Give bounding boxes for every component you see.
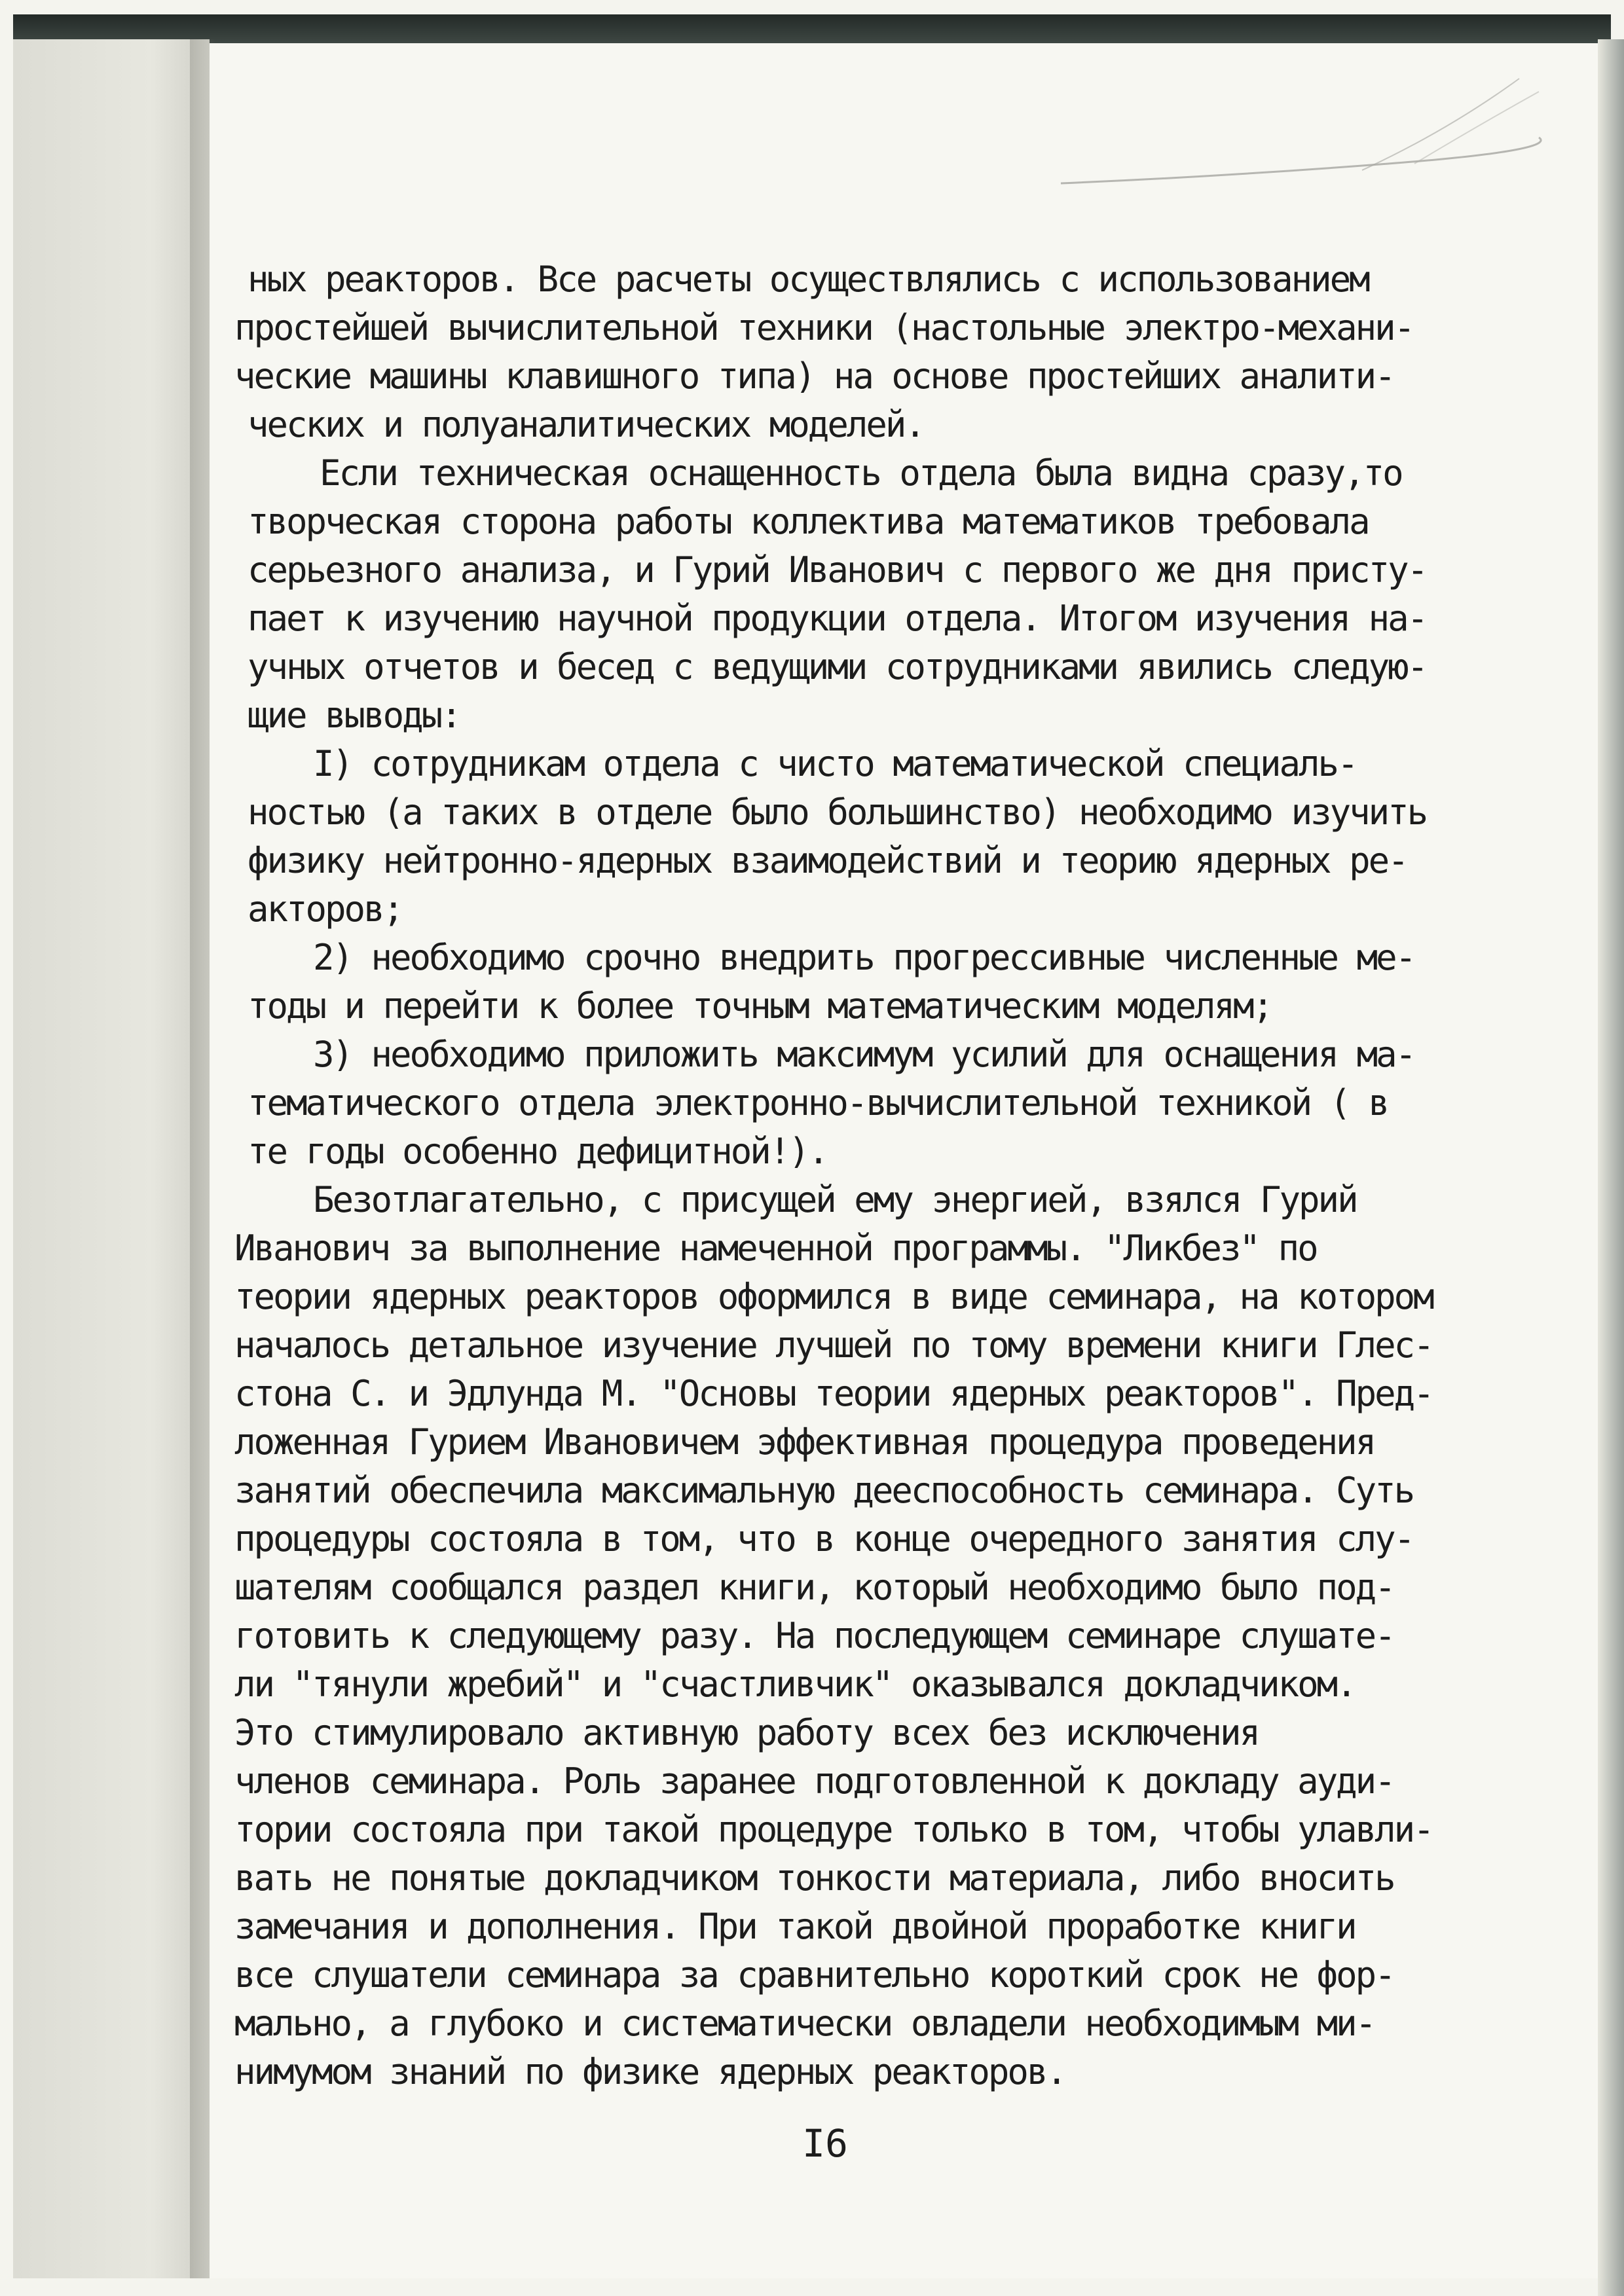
text-line: те годы особенно дефицитной!). (248, 1131, 828, 1172)
text-line: простейшей вычислительной техники (настольные электро-механи- (234, 307, 1414, 348)
text-line: Иванович за выполнение намеченной программы. "Ликбез" по (234, 1228, 1317, 1269)
text-line: готовить к следующему разу. На последующем семинаре слушате- (234, 1615, 1394, 1656)
text-line: пает к изучению научной продукции отдела. Итогом изучения на- (248, 598, 1427, 639)
text-line: стона С. и Эдлунда М. "Основы теории ядерных реакторов". Пред- (234, 1373, 1433, 1414)
text-line: Это стимулировало активную работу всех без исключения (234, 1712, 1259, 1753)
text-line: мально, а глубоко и систематически овладели необходимым ми- (234, 2003, 1375, 2044)
text-line: ли "тянули жребий" и "счастливчик" оказывался докладчиком. (234, 1664, 1356, 1705)
text-line: процедуры состояла в том, что в конце очередного занятия слу- (234, 1518, 1414, 1559)
text-line: ческие машины клавишного типа) на основе простейших аналити- (234, 355, 1394, 397)
text-line: акторов; (248, 888, 403, 930)
text-line: замечания и дополнения. При такой двойной проработке книги (234, 1906, 1356, 1947)
text-line: нимумом знаний по физике ядерных реакторов. (234, 2051, 1065, 2092)
text-line: физику нейтронно-ядерных взаимодействий и теорию ядерных ре- (248, 840, 1407, 881)
text-line: ностью (а таких в отделе было большинство) необходимо изучить (248, 792, 1427, 833)
text-line: занятий обеспечила максимальную дееспособность семинара. Суть (234, 1470, 1414, 1511)
text-line: 2) необходимо срочно внедрить прогрессивные численные ме- (313, 937, 1415, 978)
text-line: теории ядерных реакторов оформился в виде семинара, на котором (234, 1276, 1433, 1317)
text-line: Если техническая оснащенность отдела была видна сразу,то (320, 452, 1402, 494)
text-line: тории состояла при такой процедуре только в том, чтобы улавли- (234, 1809, 1433, 1850)
text-line: ложенная Гурием Ивановичем эффективная процедура проведения (234, 1421, 1375, 1463)
text-line: тематического отдела электронно-вычислительной техникой ( в (248, 1082, 1388, 1123)
text-line: членов семинара. Роль заранее подготовленной к докладу ауди- (234, 1760, 1394, 1802)
text-line: началось детальное изучение лучшей по тому времени книги Глес- (234, 1324, 1433, 1366)
text-line: серьезного анализа, и Гурий Иванович с первого же дня присту- (248, 549, 1427, 591)
text-line: I) сотрудникам отдела с чисто математической специаль- (313, 743, 1357, 784)
text-line: тоды и перейти к более точным математическим моделям; (248, 985, 1272, 1027)
text-line: 3) необходимо приложить максимум усилий для оснащения ма- (313, 1034, 1415, 1075)
text-line: вать не понятые докладчиком тонкости материала, либо вносить (234, 1857, 1394, 1899)
text-line: творческая сторона работы коллектива математиков требовала (248, 501, 1369, 542)
text-line: Безотлагательно, с присущей ему энергией, взялся Гурий (313, 1179, 1357, 1220)
text-line: все слушатели семинара за сравнительно короткий срок не фор- (234, 1954, 1394, 1995)
text-line: щие выводы: (248, 695, 460, 736)
text-line: ных реакторов. Все расчеты осуществлялись с использованием (248, 259, 1369, 300)
text-line: ческих и полуаналитических моделей. (248, 404, 924, 445)
page-number: I6 (802, 2121, 848, 2166)
text-line: учных отчетов и бесед с ведущими сотрудниками явились следую- (248, 646, 1427, 687)
text-line: шателям сообщался раздел книги, который необходимо было под- (234, 1567, 1394, 1608)
